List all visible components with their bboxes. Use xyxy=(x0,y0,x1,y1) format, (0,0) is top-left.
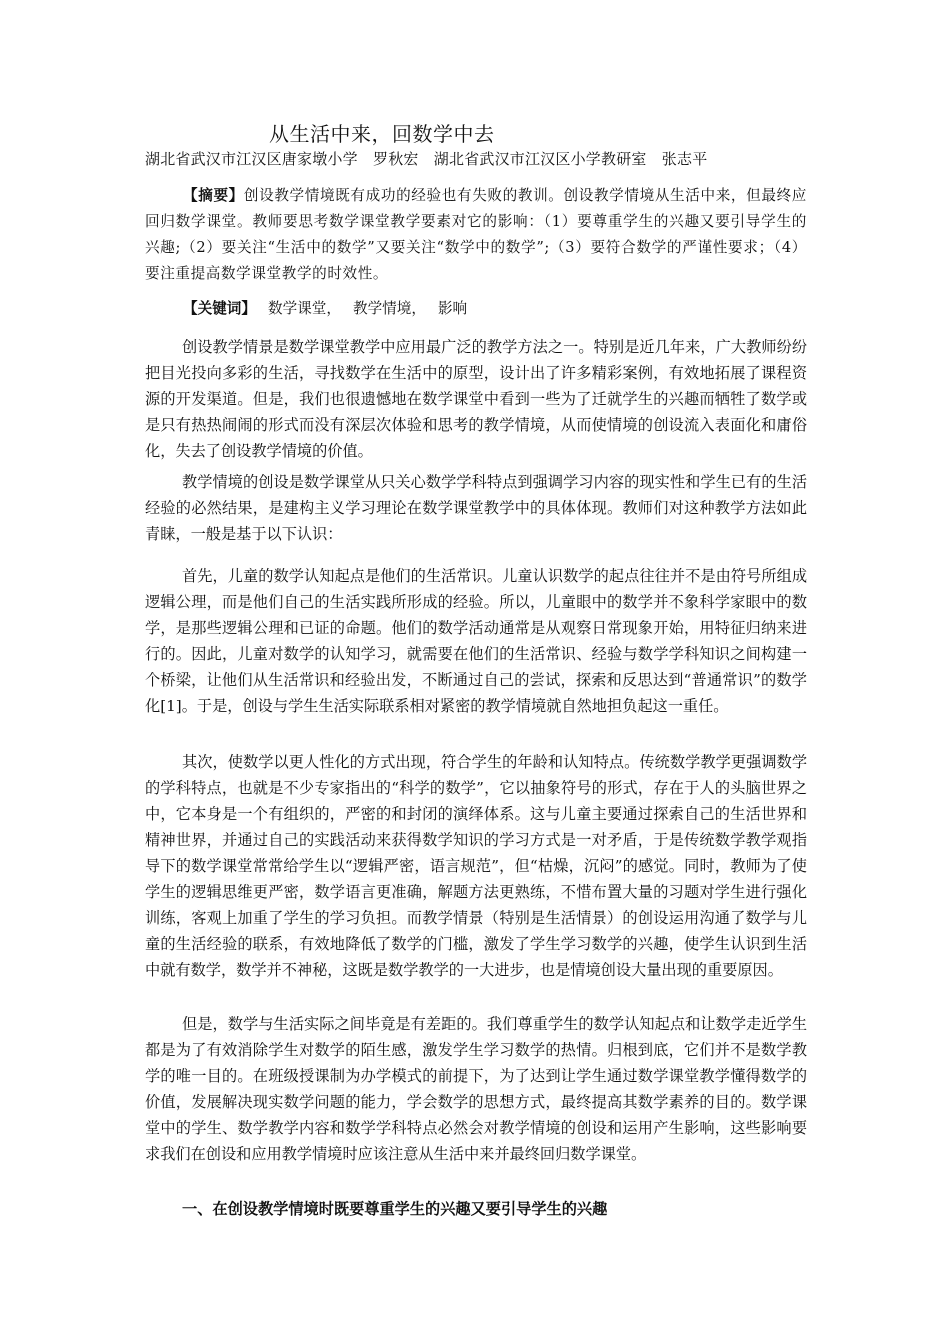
abstract-text: 创设教学情境既有成功的经验也有失败的教训。创设教学情境从生活中来，但最终应回归数学课堂。教师要思考数学课堂教学要素对它的影响：（1）要尊重学生的兴趣又要引导学生的兴趣;（2）要关注“生活中的数学”又要关注“数学中的数学”;（3）要符合数学的严谨性要求；（4）要注重提高数学课堂教学的时效性。 xyxy=(145,187,808,282)
keyword-item: 教学情境， xyxy=(352,300,426,317)
section-heading: 一、在创设教学情境时既要尊重学生的兴趣又要引导学生的兴趣 xyxy=(182,1200,608,1218)
body-paragraph-3: 首先，儿童的数学认知起点是他们的生活常识。儿童认识数学的起点往往并不是由符号所组成逻辑公理，而是他们自己的生活实践所形成的经验。所以，儿童眼中的数学并不象科学家眼中的数学，是那些逻辑公理和已证的命题。他们的数学活动通常是从观察日常现象开始，用特征归纳来进行的。因此，儿童对数学的认知学习，就需要在他们的生活常识、经验与数学学科知识之间构建一个桥梁，让他们从生活常识和经验出发，不断通过自己的尝试，探索和反思达到“普通常识”的数学化[1]。于是，创设与学生生活实际联系相对紧密的教学情境就自然地担负起这一重任。 xyxy=(145,567,807,715)
keyword-item: 数学课堂， xyxy=(267,300,341,317)
keyword-item: 影响 xyxy=(437,300,468,317)
body-paragraph-2: 教学情境的创设是数学课堂从只关心数学学科特点到强调学习内容的现实性和学生已有的生活经验的必然结果，是建构主义学习理论在数学课堂教学中的具体体现。教师们对这种教学方法如此青睐，一般是基于以下认识： xyxy=(145,473,807,543)
document-title: 从生活中来，回数学中去 xyxy=(269,122,495,146)
body-paragraph-1: 创设教学情景是数学课堂教学中应用最广泛的教学方法之一。特别是近几年来，广大教师纷纷把目光投向多彩的生活，寻找数学在生活中的原型，设计出了许多精彩案例，有效地拓展了课程资源的开发渠道。但是，我们也很遗憾地在数学课堂中看到一些为了迁就学生的兴趣而牺牲了数学或是只有热热闹闹的形式而没有深层次体验和思考的教学情境，从而使情境的创设流入表面化和庸俗化，失去了创设教学情境的价值。 xyxy=(145,338,807,460)
keywords-label: 【关键词】 xyxy=(183,300,256,317)
body-paragraph-4: 其次，使数学以更人性化的方式出现，符合学生的年龄和认知特点。传统数学教学更强调数学的学科特点，也就是不少专家指出的“科学的数学”，它以抽象符号的形式，存在于人的头脑世界之中，它本身是一个有组织的，严密的和封闭的演绎体系。这与儿童主要通过探索自己的生活世界和精神世界，并通过自己的实践活动来获得数学知识的学习方式是一对矛盾，于是传统数学教学观指导下的数学课堂常常给学生以“逻辑严密，语言规范”，但“枯燥，沉闷”的感觉。同时，教师为了使学生的逻辑思维更严密，数学语言更准确，解题方法更熟练，不惜布置大量的习题对学生进行强化训练，客观上加重了学生的学习负担。而教学情景（特别是生活情景）的创设运用沟通了数学与儿童的生活经验的联系，有效地降低了数学的门槛，激发了学生学习数学的兴趣，使学生认识到生活中就有数学，数学并不神秘，这既是数学教学的一大进步，也是情境创设大量出现的重要原因。 xyxy=(145,753,807,979)
body-paragraph-5: 但是，数学与生活实际之间毕竟是有差距的。我们尊重学生的数学认知起点和让数学走近学生都是为了有效消除学生对数学的陌生感，激发学生学习数学的热情。归根到底，它们并不是数学教学的唯一目的。在班级授课制为办学模式的前提下，为了达到让学生通过数学课堂教学懂得数学的价值，发展解决现实数学问题的能力，学会数学的思想方式，最终提高其数学素养的目的。数学课堂中的学生、数学教学内容和数学学科特点必然会对教学情境的创设和运用产生影响，这些影响要求我们在创设和应用教学情境时应该注意从生活中来并最终回归数学课堂。 xyxy=(145,1015,807,1163)
abstract-label: 【摘要】 xyxy=(183,187,244,204)
abstract-paragraph xyxy=(145,183,807,287)
author-line: 湖北省武汉市江汉区唐家墩小学 罗秋宏 湖北省武汉市江汉区小学教研室 张志平 xyxy=(145,150,708,168)
keywords-line xyxy=(145,296,807,322)
